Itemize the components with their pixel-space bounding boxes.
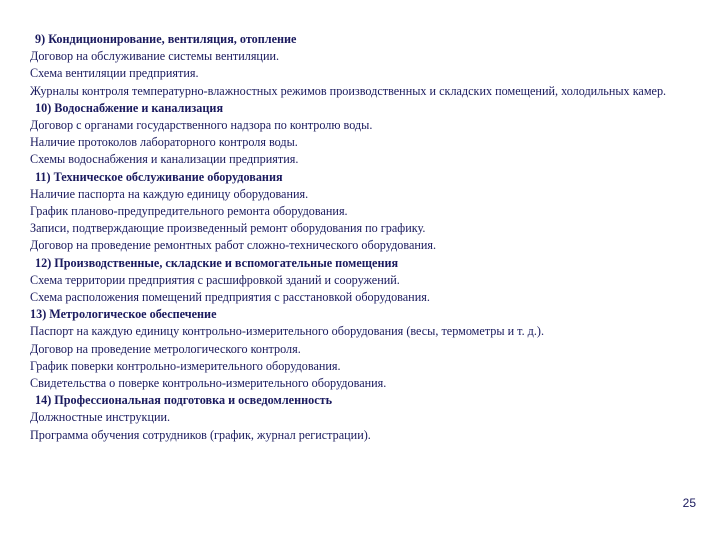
section-line: Наличие паспорта на каждую единицу оборудования. <box>30 186 309 201</box>
section-metrology <box>30 306 700 392</box>
section-heading: 14) Профессиональная подготовка и осведомленность <box>35 393 333 408</box>
section-line: Схема территории предприятия с расшифровкой зданий и сооружений. <box>30 272 400 287</box>
section-heading: 12) Производственные, складские и вспомогательные помещения <box>35 255 399 270</box>
section-line: Записи, подтверждающие произведенный ремонт оборудования по графику. <box>30 221 426 236</box>
section-line: Должностные инструкции. <box>30 410 171 425</box>
section-line: Схема вентиляции предприятия. <box>30 66 199 81</box>
section-premises <box>30 255 700 307</box>
section-line: График поверки контрольно-измерительного оборудования. <box>30 358 341 373</box>
section-line: Договор на проведение ремонтных работ сложно-технического оборудования. <box>30 238 437 253</box>
section-heading: 10) Водоснабжение и канализация <box>35 100 224 115</box>
section-heading: 13) Метрологическое обеспечение <box>30 307 217 322</box>
section-line: Паспорт на каждую единицу контрольно-измерительного оборудования (весы, термометры и т. д.). <box>30 324 545 339</box>
section-line: Договор с органами государственного надзора по контролю воды. <box>30 118 373 133</box>
document-body <box>30 31 700 444</box>
page-number: 25 <box>682 496 696 510</box>
section-line: Свидетельства о поверке контрольно-измерительного оборудования. <box>30 376 387 391</box>
section-line: Журналы контроля температурно-влажностных режимов производственных и складских помещений, холодильных камер. <box>30 83 667 98</box>
section-line: График планово-предупредительного ремонта оборудования. <box>30 204 348 219</box>
section-line: Схема расположения помещений предприятия с расстановкой оборудования. <box>30 290 430 305</box>
section-water-supply <box>30 100 700 169</box>
section-training <box>30 392 700 444</box>
section-ventilation <box>30 31 700 100</box>
section-line: Программа обучения сотрудников (график, журнал регистрации). <box>30 427 371 442</box>
section-line: Договор на обслуживание системы вентиляции. <box>30 49 280 64</box>
section-line: Договор на проведение метрологического контроля. <box>30 341 301 356</box>
section-line: Схемы водоснабжения и канализации предприятия. <box>30 152 299 167</box>
section-heading: 11) Техническое обслуживание оборудования <box>35 169 283 184</box>
section-heading: 9) Кондиционирование, вентиляция, отопление <box>35 32 297 46</box>
section-line: Наличие протоколов лабораторного контроля воды. <box>30 135 298 150</box>
section-equipment-maintenance <box>30 169 700 255</box>
